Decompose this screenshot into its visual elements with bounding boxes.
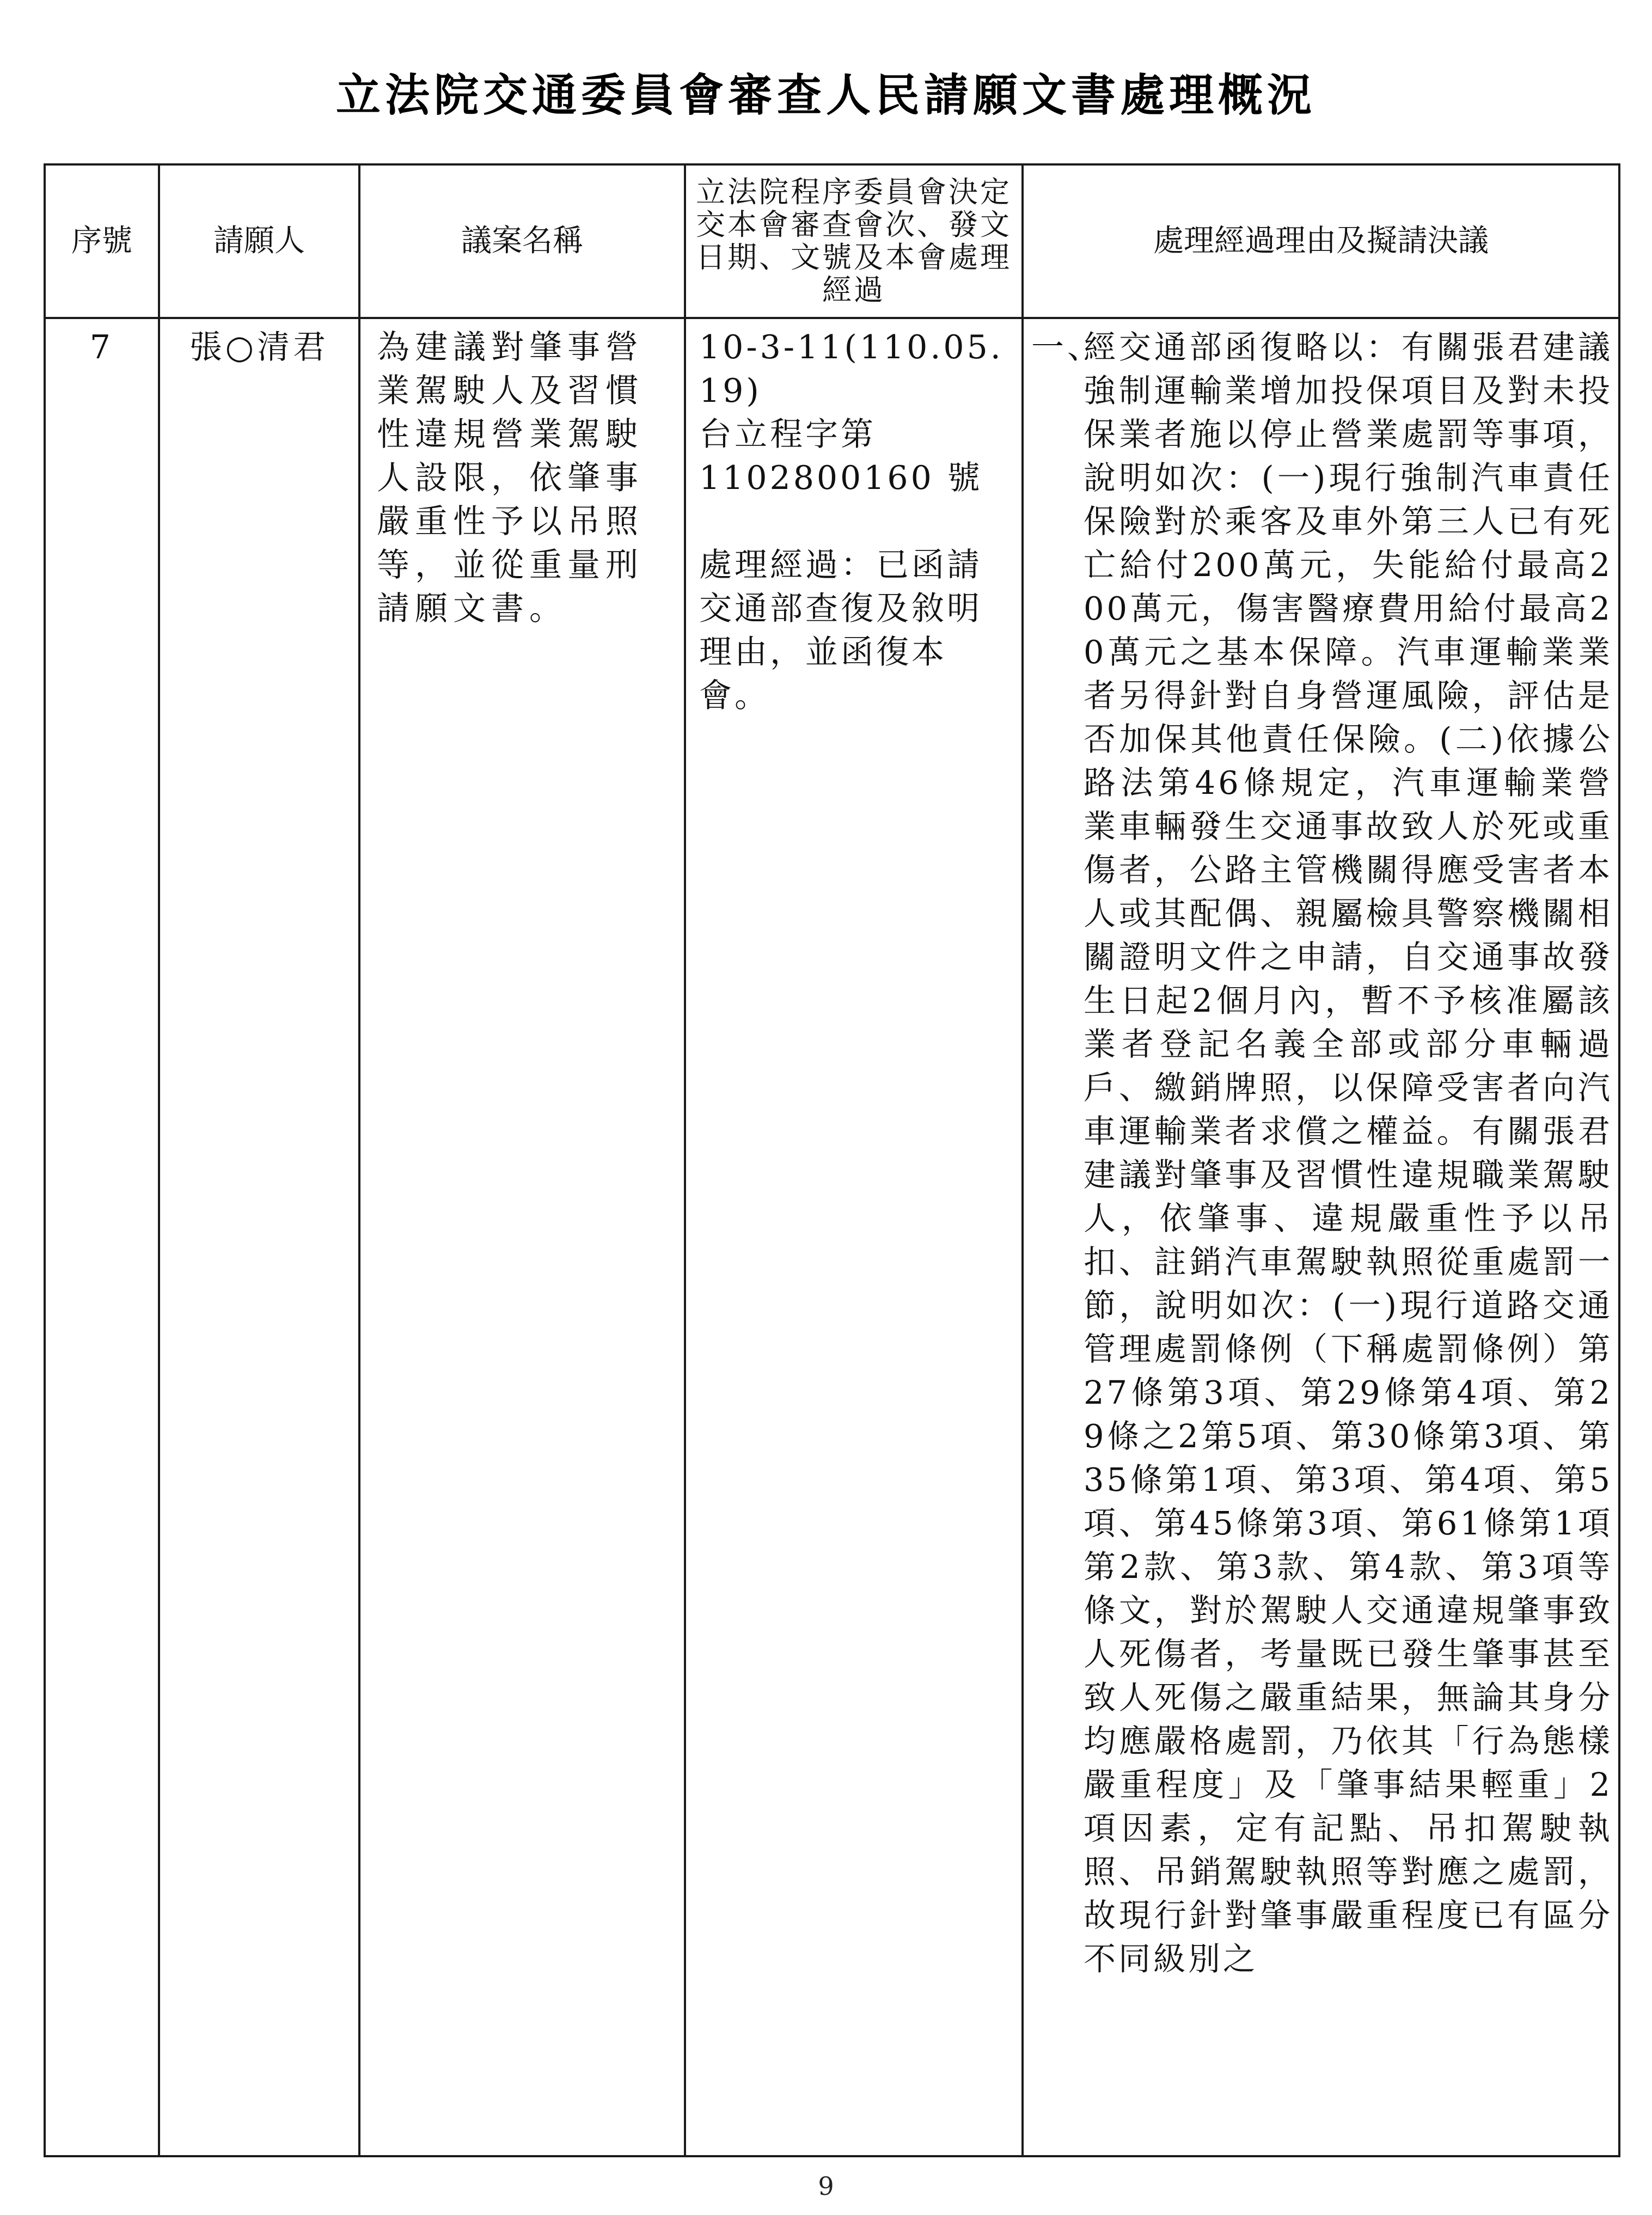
cell-no: 7 bbox=[45, 318, 159, 2156]
cell-hearing: 10-3-11(110.05.19) 台立程字第 1102800160 號 處理經過：已函請交通部查復及敘明理由，並函復本會。 bbox=[685, 318, 1023, 2156]
petition-table bbox=[44, 163, 1620, 2157]
result-item-text: 經交通部函復略以：有關張君建議強制運輸業增加投保項目及對未投保業者施以停止營業處罰等事項，說明如次：(一)現行強制汽車責任保險對於乘客及車外第三人已有死亡給付200萬元，失能給付最高200萬元，傷害醫療費用給付最高20萬元之基本保障。汽車運輸業業者另得針對自身營運風險，評估是否加保其他責任保險。(二)依據公路法第46條規定，汽車運輸業營業車輛發生交通事故致人於死或重傷者，公路主管機關得應受害者本人或其配偶、親屬檢具警察機關相關證明文件之申請，自交通事故發生日起2個月內，暫不予核准屬該業者登記名義全部或部分車輛過戶、繳銷牌照，以保障受害者向汽車運輸業者求償之權益。有關張君建議對肇事及習慣性違規職業駕駛人，依肇事、違規嚴重性予以吊扣、註銷汽車駕駛執照從重處罰一節，說明如次：(一)現行道路交通管理處罰條例（下稱處罰條例）第27條第3項、第29條第4項、第29條之2第5項、第30條第3項、第35條第1項、第3項、第4項、第5項、第45條第3項、第61條第1項第2款、第3款、第4款、第3項等條文，對於駕駛人交通違規肇事致人死傷者，考量既已發生肇事甚至致人死傷之嚴重結果，無論其身分均應嚴格處罰，乃依其「行為態樣嚴重程度」及「肇事結果輕重」2項因素，定有記點、吊扣駕駛執照、吊銷駕駛執照等對應之處罰，故現行針對肇事嚴重程度已有區分不同級別之 bbox=[1084, 328, 1613, 1978]
header-no: 序號 bbox=[45, 164, 159, 318]
table-row bbox=[45, 318, 1619, 2156]
cell-result bbox=[1023, 318, 1619, 2156]
cell-petitioner: 張○清君 bbox=[159, 318, 359, 2156]
cell-subject: 為建議對肇事營業駕駛人及習慣性違規營業駕駛人設限，依肇事嚴重性予以吊照等，並從重量刑請願文書。 bbox=[359, 318, 685, 2156]
header-result: 處理經過理由及擬請決議 bbox=[1023, 164, 1619, 318]
header-subject: 議案名稱 bbox=[359, 164, 685, 318]
page-number: 9 bbox=[818, 2171, 834, 2201]
table-header bbox=[45, 164, 1619, 318]
result-item-marker: 一、 bbox=[1031, 328, 1103, 366]
header-petitioner: 請願人 bbox=[159, 164, 359, 318]
header-row bbox=[45, 164, 1619, 318]
result-item bbox=[1031, 326, 1613, 1981]
header-hearing: 立法院程序委員會決定交本會審查會次、發文日期、文號及本會處理經過 bbox=[685, 164, 1023, 318]
page-title: 立法院交通委員會審查人民請願文書處理概況 bbox=[335, 70, 1316, 121]
